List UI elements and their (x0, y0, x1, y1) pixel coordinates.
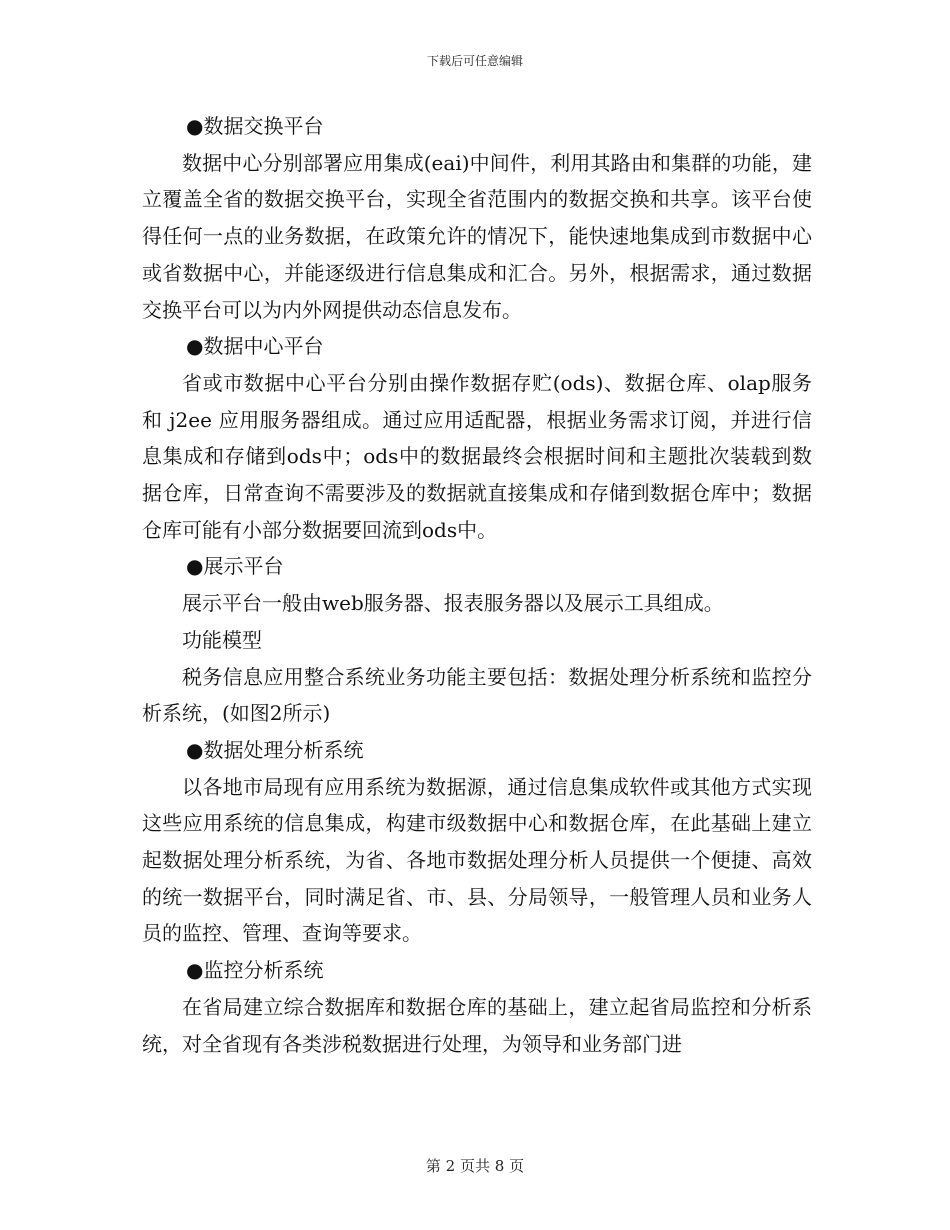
paragraph-processing-system: 以各地市局现有应用系统为数据源，通过信息集成软件或其他方式实现这些应用系统的信息集成，构建市级数据中心和数据仓库，在此基础上建立起数据处理分析系统，为省、各地市数据处理分析人员提供一个便捷、高效的统一数据平台，同时满足省、市、县、分局领导，一般管理人员和业务人员的监控、管理、查询等要求。 (142, 774, 812, 946)
section-heading-data-center: ●数据中心平台 (186, 334, 324, 359)
document-body (142, 108, 812, 1062)
page-header: 下载后可任意编辑 (426, 54, 523, 68)
section-heading-processing-system: ●数据处理分析系统 (186, 737, 364, 762)
paragraph-function-model-title: 功能模型 (182, 627, 262, 652)
paragraph-monitoring-system: 在省局建立综合数据库和数据仓库的基础上，建立起省局监控和分析系统，对全省现有各类涉税数据进行处理，为领导和业务部门进 (142, 994, 812, 1056)
paragraph-display-platform: 展示平台一般由web服务器、报表服务器以及展示工具组成。 (182, 591, 724, 616)
paragraph-function-model: 税务信息应用整合系统业务功能主要包括：数据处理分析系统和监控分析系统，(如图2所示) (142, 664, 812, 726)
section-heading-monitoring-system: ●监控分析系统 (186, 958, 324, 983)
page-footer: 第 2 页共 8 页 (425, 1157, 525, 1175)
section-heading-data-exchange: ●数据交换平台 (186, 114, 324, 138)
paragraph-data-exchange: 数据中心分别部署应用集成(eai)中间件，利用其路由和集群的功能，建立覆盖全省的数据交换平台，实现全省范围内的数据交换和共享。该平台使得任何一点的业务数据，在政策允许的情况下，能快速地集成到市数据中心或省数据中心，并能逐级进行信息集成和汇合。另外，根据需求，通过数据交换平台可以为内外网提供动态信息发布。 (142, 150, 812, 322)
section-heading-display-platform: ●展示平台 (186, 554, 284, 579)
paragraph-data-center: 省或市数据中心平台分别由操作数据存贮(ods)、数据仓库、olap服务和 j2ee 应用服务器组成。通过应用适配器，根据业务需求订阅，并进行信息集成和存储到ods中；ods中的数据最终会根据时间和主题批次装载到数据仓库，日常查询不需要涉及的数据就直接集成和存储到数据仓库中；数据仓库可能有小部分数据要回流到ods中。 (142, 370, 812, 542)
